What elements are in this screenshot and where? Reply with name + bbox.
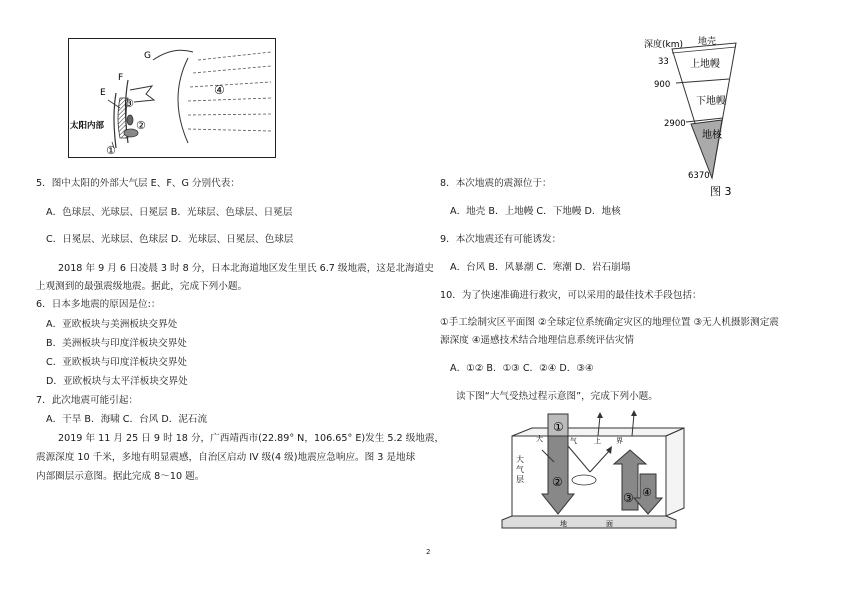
label-top-3: 上 (594, 437, 601, 445)
label-ground-2: 面 (606, 520, 613, 528)
question-6: 6．日本多地震的原因是位:： (36, 299, 161, 310)
sun-atmosphere-figure (68, 38, 276, 158)
intro-guangxi-quake-line3: 内部圈层示意图。据此完成 8～10 题。 (36, 471, 205, 482)
question-8-options: A．地壳 B．上地幔 C．下地幔 D．地核 (450, 206, 621, 217)
label-ground-1: 地 (560, 520, 567, 528)
question-8: 8．本次地震的震源位于： (440, 178, 552, 189)
question-7: 7．此次地震可能引起： (36, 395, 139, 406)
label-atmosphere-3: 层 (516, 475, 524, 484)
intro-guangxi-quake-line1: 2019 年 11 月 25 日 9 时 18 分，广西靖西市(22.89° N，106.65° E)发生 5.2 级地震， (58, 433, 445, 444)
label-atmosphere-1: 大 (516, 455, 524, 464)
arrow-label-2: ② (552, 475, 563, 489)
earth-interior-figure (640, 32, 760, 197)
layer-lower-mantle: 下地幔 (696, 96, 726, 107)
depth-2900: 2900 (664, 119, 686, 129)
question-6-option-c: C．亚欧板块与印度洋板块交界处 (46, 357, 188, 368)
depth-6370: 6370 (688, 171, 710, 181)
arrow-label-4: ④ (642, 486, 652, 499)
question-5: 5．图中太阳的外部大气层 E、F、G 分别代表： (36, 178, 240, 189)
layer-crust: 地壳 (698, 37, 717, 47)
question-9-options: A．台风 B．风暴潮 C．寒潮 D．岩石崩塌 (450, 262, 631, 273)
question-10: 10．为了快速准确进行救灾，可以采用的最佳技术手段包括： (440, 290, 702, 301)
arrow-label-3: ③ (623, 491, 634, 505)
label-1: ① (106, 144, 116, 157)
question-6-option-b: B．美洲板块与印度洋板块交界处 (46, 338, 187, 349)
question-10-items-line1: ①手工绘制灾区平面图 ②全球定位系统确定灾区的地理位置 ③无人机摄影测定震 (440, 317, 779, 328)
page-number: 2 (426, 548, 431, 556)
question-10-options: A．①② B．①③ C．②④ D．③④ (450, 363, 594, 374)
question-6-option-a: A．亚欧板块与美洲板块交界处 (46, 319, 178, 330)
label-e: E (100, 88, 106, 98)
intro-atmosphere-figure: 读下图“大气受热过程示意图”，完成下列小题。 (456, 391, 658, 402)
layer-core: 地核 (702, 130, 722, 141)
intro-japan-quake-line2: 上观测到的最强震级地震。据此，完成下列小题。 (36, 281, 248, 292)
question-6-option-d: D．亚欧板块与太平洋板块交界处 (46, 376, 188, 387)
label-top-1: 大 (536, 435, 543, 443)
figure-3-caption: 图 3 (710, 185, 732, 197)
arrow-label-1: ① (553, 420, 564, 434)
label-atmosphere-2: 气 (516, 465, 524, 474)
question-7-options: A．干旱 B．海啸 C．台风 D．泥石流 (46, 414, 208, 425)
label-4: ④ (214, 83, 225, 97)
label-top-4: 界 (616, 437, 623, 445)
intro-guangxi-quake-line2: 震源深度 10 千米，多地有明显震感，自治区启动 IV 级(4 级)地震应急响应。图 3 是地球 (36, 452, 416, 463)
atmosphere-heating-figure (498, 410, 688, 534)
label-f: F (118, 73, 124, 83)
label-3: ③ (124, 97, 134, 110)
question-9: 9．本次地震还有可能诱发： (440, 234, 562, 245)
question-5-options-ab: A．色球层、光球层、日冕层 B．光球层、色球层、日冕层 (46, 207, 293, 218)
layer-upper-mantle: 上地幔 (690, 59, 720, 70)
question-10-items-line2: 源深度 ④遥感技术结合地理信息系统评估灾情 (440, 335, 634, 346)
intro-japan-quake-line1: 2018 年 9 月 6 日凌晨 3 时 8 分，日本北海道地区发生里氏 6.7 级地震，这是北海道史 (58, 263, 434, 274)
depth-900: 900 (654, 80, 671, 90)
label-top-2: 气 (570, 437, 577, 445)
depth-33: 33 (658, 57, 669, 67)
label-g: G (144, 51, 151, 61)
depth-axis-label: 深度(km) (644, 40, 684, 50)
question-5-options-cd: C．日冕层、光球层、色球层 D．光球层、日冕层、色球层 (46, 234, 294, 245)
label-sun-interior: 太阳内部 (70, 121, 105, 131)
label-2: ② (136, 119, 146, 132)
